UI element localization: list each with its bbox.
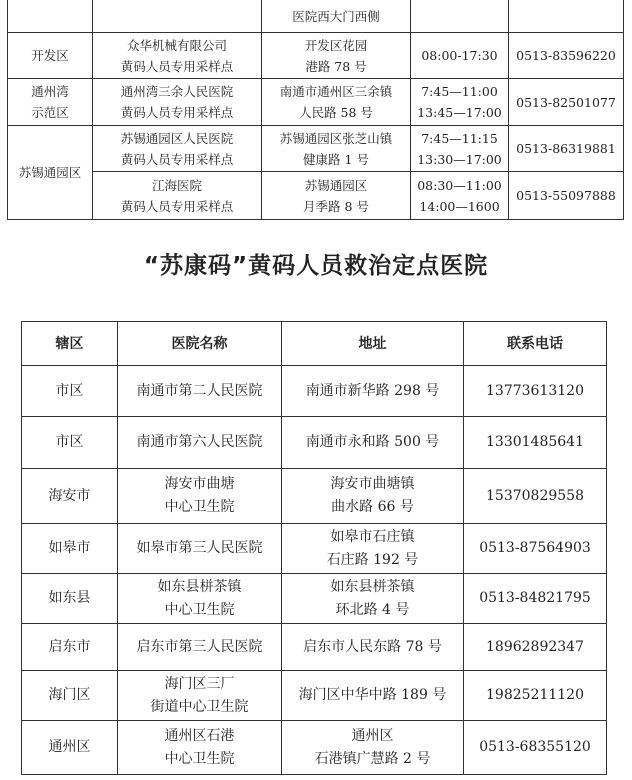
district-cell: 海安市 bbox=[22, 469, 118, 524]
address-cell bbox=[282, 671, 464, 721]
site-name-cell bbox=[93, 79, 262, 126]
table-row bbox=[22, 469, 607, 524]
address-line: 海门区中华中路 189 号 bbox=[298, 687, 447, 703]
district-cell bbox=[8, 33, 93, 79]
table-row bbox=[8, 33, 624, 79]
site-name-cell bbox=[93, 172, 262, 220]
section-title: “苏康码”黄码人员救治定点医院 bbox=[143, 253, 489, 279]
hours-line: 7:45—11:00 bbox=[421, 84, 498, 99]
district-cell bbox=[8, 0, 93, 33]
phone-cell bbox=[509, 33, 624, 79]
address-line: 如皋市石庄镇 bbox=[330, 528, 415, 545]
district-cell bbox=[8, 79, 93, 126]
site-name-cell bbox=[93, 33, 262, 79]
hospital-name-cell bbox=[118, 417, 282, 469]
hours-line: 13:30—17:00 bbox=[417, 151, 502, 167]
hospital-name-cell bbox=[118, 624, 282, 671]
hospital-name-line: 南通市第六人民医院 bbox=[136, 434, 263, 450]
hours-cell bbox=[411, 126, 509, 172]
address-line: 海安市曲塘镇 bbox=[330, 476, 415, 492]
district-label: 通州湾 bbox=[31, 84, 69, 99]
phone-cell: 15370829558 bbox=[464, 469, 607, 524]
table-row bbox=[22, 624, 607, 671]
hospital-name-line: 如东县栟茶镇 bbox=[157, 578, 242, 595]
table-row bbox=[8, 79, 624, 126]
address-line: 开发区花园 bbox=[304, 37, 368, 53]
phone-number: 0513-82501077 bbox=[516, 94, 616, 110]
district-label: 示范区 bbox=[31, 105, 69, 120]
hours-line: 7:45—11:15 bbox=[421, 130, 498, 146]
phone-cell bbox=[509, 79, 624, 126]
site-name-line: 通州湾三余人民医院 bbox=[120, 84, 234, 99]
address-cell bbox=[262, 33, 411, 79]
hospital-name-line: 通州区石港 bbox=[164, 727, 235, 744]
hours-cell bbox=[411, 33, 509, 79]
column-header: 联系电话 bbox=[464, 322, 607, 366]
district-cell: 市区 bbox=[22, 366, 118, 417]
phone-cell: 0513-68355120 bbox=[464, 721, 607, 775]
address-line: 苏锡通园区张芝山镇 bbox=[279, 130, 393, 146]
phone-cell: 13773613120 bbox=[464, 366, 607, 417]
hours-line: 13:45—17:00 bbox=[417, 105, 502, 120]
phone-number: 0513-83596220 bbox=[516, 48, 616, 63]
phone-number: 0513-55097888 bbox=[516, 188, 616, 203]
address-cell bbox=[282, 721, 464, 775]
address-line: 苏锡通园区 bbox=[304, 177, 368, 193]
address-line: 通州区 bbox=[351, 727, 394, 744]
district-cell: 启东市 bbox=[22, 624, 118, 671]
address-line: 人民路 58 号 bbox=[299, 105, 373, 120]
district-cell: 海门区 bbox=[22, 671, 118, 721]
hours-cell bbox=[411, 172, 509, 220]
site-name-line: 众华机械有限公司 bbox=[126, 37, 227, 53]
site-name-cell bbox=[93, 126, 262, 172]
column-header: 地址 bbox=[282, 322, 464, 366]
phone-cell bbox=[509, 0, 624, 33]
phone-cell: 0513-84821795 bbox=[464, 574, 607, 624]
hospital-name-line: 街道中心卫生院 bbox=[150, 698, 249, 715]
phone-cell bbox=[509, 126, 624, 172]
district-label: 开发区 bbox=[31, 48, 69, 63]
address-line: 南通市新华路 298 号 bbox=[305, 382, 440, 399]
table-row bbox=[22, 366, 607, 417]
address-cell bbox=[282, 624, 464, 671]
phone-number: 0513-86319881 bbox=[516, 141, 616, 156]
district-label: 苏锡通园区 bbox=[18, 165, 82, 180]
table-row bbox=[8, 0, 624, 33]
site-name-line: 黄码人员专用采样点 bbox=[120, 105, 234, 120]
site-name-line: 黄码人员专用采样点 bbox=[120, 58, 234, 74]
hospital-name-line: 海安市曲塘 bbox=[164, 476, 235, 492]
site-name-cell bbox=[93, 0, 262, 33]
address-line: 健康路 1 号 bbox=[303, 151, 369, 167]
address-cell bbox=[282, 524, 464, 574]
address-line: 曲水路 66 号 bbox=[331, 499, 414, 515]
table-row bbox=[22, 524, 607, 574]
address-cell bbox=[282, 574, 464, 624]
hospital-name-line: 南通市第二人民医院 bbox=[136, 382, 263, 399]
address-cell bbox=[262, 79, 411, 126]
hours-cell bbox=[411, 0, 509, 33]
address-line: 医院西大门西侧 bbox=[292, 8, 380, 24]
address-line: 启东市人民东路 78 号 bbox=[303, 638, 442, 655]
address-line: 石港镇广慧路 2 号 bbox=[314, 750, 431, 767]
phone-cell: 19825211120 bbox=[464, 671, 607, 721]
address-cell bbox=[282, 469, 464, 524]
site-name-line: 黄码人员专用采样点 bbox=[120, 198, 234, 214]
address-cell bbox=[262, 172, 411, 220]
hospital-table bbox=[21, 321, 607, 775]
header-row bbox=[22, 322, 607, 366]
hospital-name-cell bbox=[118, 574, 282, 624]
phone-cell: 0513-87564903 bbox=[464, 524, 607, 574]
hospital-name-line: 中心卫生院 bbox=[164, 601, 235, 618]
district-cell: 如皋市 bbox=[22, 524, 118, 574]
address-line: 南通市永和路 500 号 bbox=[305, 434, 440, 450]
address-cell bbox=[282, 417, 464, 469]
hours-line: 08:30—11:00 bbox=[417, 177, 502, 193]
address-line: 港路 78 号 bbox=[305, 58, 367, 74]
phone-cell: 18962892347 bbox=[464, 624, 607, 671]
address-cell bbox=[262, 0, 411, 33]
column-header: 辖区 bbox=[22, 322, 118, 366]
table-row bbox=[22, 721, 607, 775]
table-row bbox=[22, 417, 607, 469]
address-line: 月季路 8 号 bbox=[303, 198, 369, 214]
hospital-name-line: 中心卫生院 bbox=[164, 750, 235, 767]
hospital-name-cell bbox=[118, 366, 282, 417]
hospital-name-line: 启东市第三人民医院 bbox=[136, 638, 263, 655]
table-row bbox=[22, 671, 607, 721]
address-line: 环北路 4 号 bbox=[335, 601, 410, 618]
site-name-line: 黄码人员专用采样点 bbox=[120, 151, 234, 167]
hospital-name-cell bbox=[118, 721, 282, 775]
district-cell: 市区 bbox=[22, 417, 118, 469]
address-cell bbox=[282, 366, 464, 417]
district-cell: 通州区 bbox=[22, 721, 118, 775]
address-line: 如东县栟茶镇 bbox=[330, 578, 415, 595]
table-row bbox=[8, 172, 624, 220]
hospital-name-cell bbox=[118, 671, 282, 721]
phone-cell bbox=[509, 172, 624, 220]
address-cell bbox=[262, 126, 411, 172]
table-row bbox=[8, 126, 624, 172]
district-cell bbox=[8, 126, 93, 220]
hospital-name-line: 如皋市第三人民医院 bbox=[136, 540, 263, 556]
site-name-line: 苏锡通园区人民医院 bbox=[120, 130, 234, 146]
hospital-name-line: 中心卫生院 bbox=[164, 499, 235, 515]
district-cell: 如东县 bbox=[22, 574, 118, 624]
column-header: 医院名称 bbox=[118, 322, 282, 366]
hospital-name-cell bbox=[118, 469, 282, 524]
address-line: 南通市通州区三余镇 bbox=[279, 84, 393, 99]
site-name-line: 江海医院 bbox=[151, 177, 202, 193]
sampling-points-table bbox=[7, 0, 624, 220]
table-row bbox=[22, 574, 607, 624]
address-line: 石庄路 192 号 bbox=[326, 551, 419, 568]
hours-cell bbox=[411, 79, 509, 126]
phone-cell: 13301485641 bbox=[464, 417, 607, 469]
hospital-name-line: 海门区三厂 bbox=[164, 675, 235, 692]
hospital-name-cell bbox=[118, 524, 282, 574]
hours-line: 08:00-17:30 bbox=[421, 48, 498, 63]
hours-line: 14:00—1600 bbox=[419, 198, 500, 214]
